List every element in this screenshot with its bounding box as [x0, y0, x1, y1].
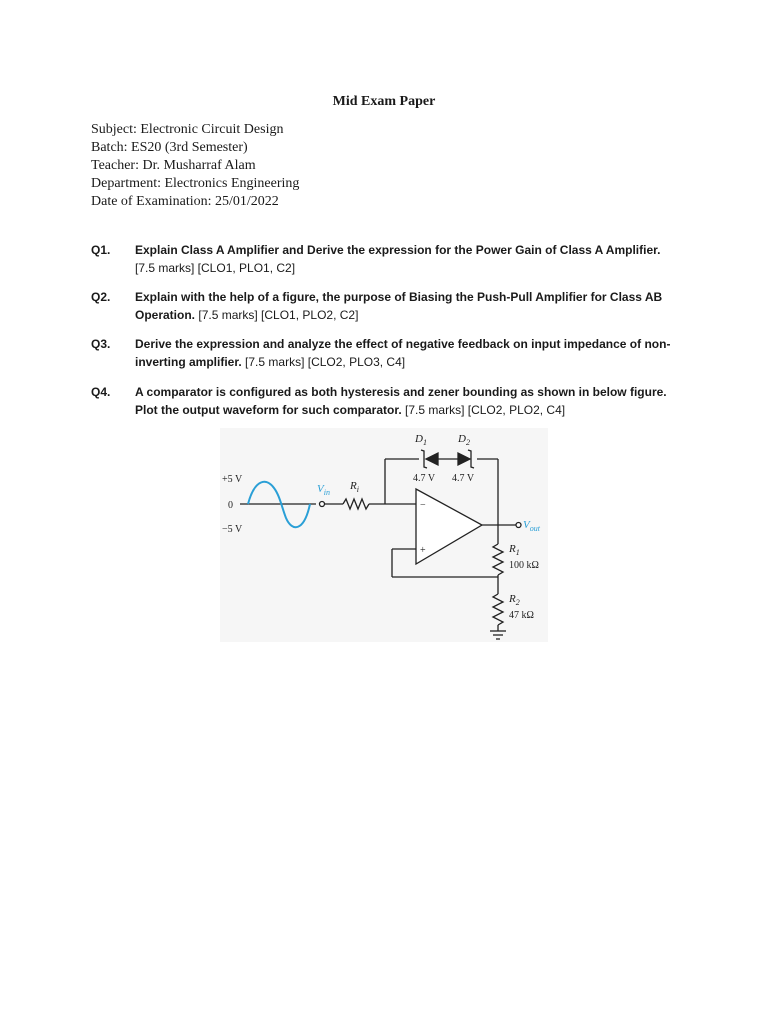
question-marks: [7.5 marks] [CLO2, PLO2, C4]: [405, 403, 566, 417]
opamp-plus-label: +: [420, 545, 426, 556]
exam-info: [91, 121, 299, 211]
vin-label: $V_{in}$: [317, 483, 330, 497]
subject-line: Subject: Electronic Circuit Design: [91, 122, 284, 137]
question-1: [91, 241, 681, 277]
comparator-circuit-figure: [220, 428, 548, 642]
question-text: Explain with the help of a figure, the purpose of Biasing the Push-Pull Amplifier for Class AB Operation.: [135, 290, 663, 322]
question-4: [91, 383, 681, 419]
zero-label: 0: [228, 500, 233, 511]
ri-label: $R_i$: [350, 480, 359, 494]
vout-label: $V_{out}$: [523, 519, 540, 533]
question-3: [91, 335, 681, 371]
question-marks: [7.5 marks] [CLO2, PLO3, C4]: [245, 355, 406, 369]
vin-terminal: [320, 502, 325, 507]
opamp-minus-label: −: [420, 500, 426, 511]
question-number: Q2.: [91, 290, 111, 304]
date-line: Date of Examination: 25/01/2022: [91, 194, 279, 209]
page-title: Mid Exam Paper: [332, 94, 436, 109]
batch-line: Batch: ES20 (3rd Semester): [91, 140, 248, 155]
plus5-label: +5 V: [222, 474, 243, 485]
question-number: Q3.: [91, 337, 111, 351]
d2-voltage: 4.7 V: [452, 473, 475, 484]
d2-label: $D_2$: [458, 433, 470, 447]
d1-voltage: 4.7 V: [413, 473, 436, 484]
question-marks: [7.5 marks] [CLO1, PLO1, C2]: [135, 261, 296, 275]
r2-value: 47 kΩ: [509, 610, 534, 621]
question-text: A comparator is configured as both hysteresis and zener bounding as shown in below figure. Plot the output waveform for such comparator.: [135, 385, 667, 417]
r2-label: $R_2$: [509, 593, 520, 607]
question-text: Explain Class A Amplifier and Derive the expression for the Power Gain of Class A Amplifier.: [135, 243, 661, 257]
question-2: [91, 288, 681, 324]
question-number: Q4.: [91, 385, 111, 399]
minus5-label: −5 V: [222, 524, 243, 535]
question-text: Derive the expression and analyze the effect of negative feedback on input impedance of non-inverting amplifier.: [135, 337, 671, 369]
teacher-line: Teacher: Dr. Musharraf Alam: [91, 158, 256, 173]
r1-label: $R_1$: [509, 543, 520, 557]
department-line: Department: Electronics Engineering: [91, 176, 300, 191]
question-number: Q1.: [91, 243, 111, 257]
vout-terminal: [516, 523, 521, 528]
question-marks: [7.5 marks] [CLO1, PLO2, C2]: [198, 308, 359, 322]
d1-label: $D_1$: [415, 433, 427, 447]
r1-value: 100 kΩ: [509, 560, 539, 571]
